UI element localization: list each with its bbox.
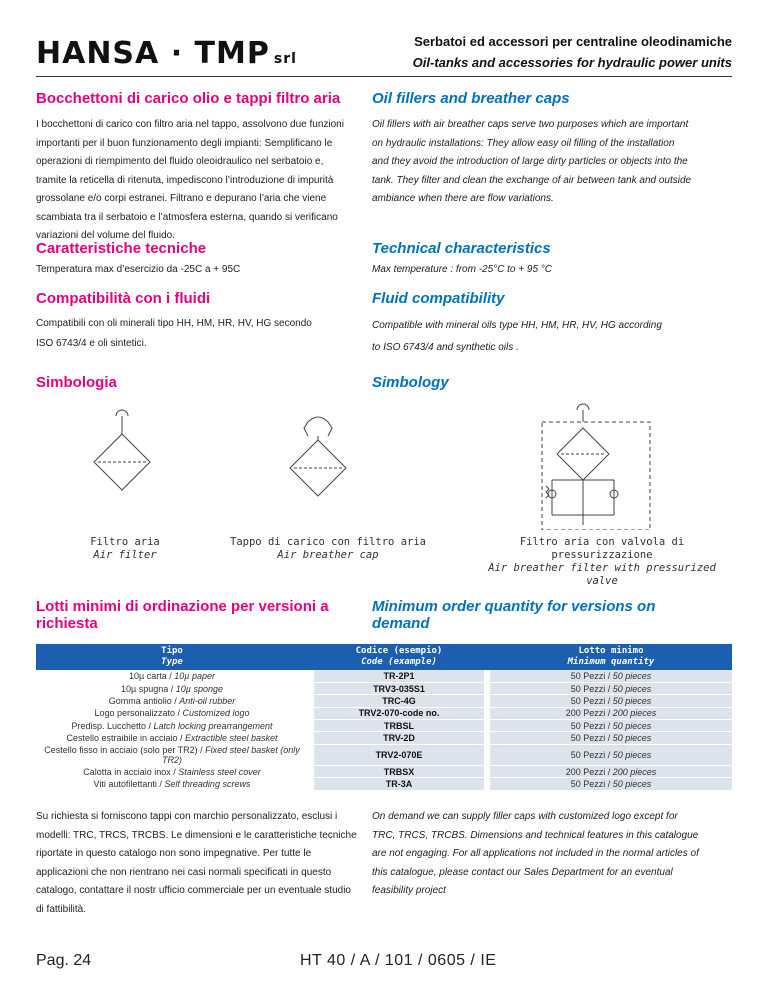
intro-title-it: Bocchettoni di carico olio e tappi filtro aria <box>36 90 341 107</box>
header-type: Tipo Type <box>36 644 308 670</box>
cell-type: Calotta in acciaio inox / Stainless steel cover <box>36 765 308 777</box>
cell-type: Predisp. Lucchetto / Latch locking prearrangement <box>36 720 308 732</box>
fluid-text-it-2: ISO 6743/4 e oli sintetici. <box>36 337 147 349</box>
fluid-it <box>36 290 356 353</box>
cell-code: TR-2P1 <box>314 670 484 682</box>
header-code: Codice (esempio) Code (example) <box>314 644 484 670</box>
min-order-table <box>36 644 732 791</box>
symbols-title-en: Simbology <box>372 374 449 391</box>
cell-code: TRBSL <box>314 720 484 732</box>
intro-text-en: Oil fillers with air breather caps serve two purposes which are important on hydraulic installations: They allow easy oil filling of the installation and they avoid the introduction of large dirty particles or objects into the tank. They filter and clean the exchange of air between tank and outside ambiance when there are flow variations. <box>372 119 692 204</box>
fluid-title-en: Fluid compatibility <box>372 290 505 307</box>
page-number: Pag. 24 <box>36 952 92 969</box>
table-row <box>36 682 732 694</box>
intro-it <box>36 90 356 246</box>
fluid-text-en-1: Compatible with mineral oils type HH, HM, HR, HV, HG according <box>372 320 662 331</box>
cell-type: Logo personalizzato / Customized logo <box>36 707 308 719</box>
table-row <box>36 778 732 790</box>
table-row <box>36 670 732 682</box>
table-row <box>36 720 732 732</box>
cell-type: 10µ spugna / 10µ sponge <box>36 682 308 694</box>
cell-code: TR-3A <box>314 778 484 790</box>
cell-type: Viti autofilettanti / Self threading screws <box>36 778 308 790</box>
symbol-label-2: Tappo di carico con filtro aria Air breather cap <box>230 536 426 561</box>
table-header-row <box>36 644 732 670</box>
lots-title-it: Lotti minimi di ordinazione per versioni a richiesta <box>36 598 329 632</box>
cell-qty: 50 Pezzi / 50 pieces <box>490 682 732 694</box>
header-divider <box>36 76 732 77</box>
cell-type: Cestello fisso in acciaio (solo per TR2) / Fixed steel basket (only TR2) <box>36 744 308 765</box>
notes-it: Su richiesta si forniscono tappi con marchio personalizzato, esclusi i modelli: TRC, TRCS, TRCBS. Le dimensioni e le caratteristiche tecniche riportate in questo catalogo non sono impegnative. Per tutte le applicazioni che non rientrano nei casi normali specificati in questo catalogo, contattare il nostr ufficio commerciale per un eventuale studio di fattibilità. <box>36 811 357 915</box>
header-qty: Lotto minimo Minimum quantity <box>490 644 732 670</box>
table-row <box>36 732 732 744</box>
header-subtitle-en: Oil-tanks and accessories for hydraulic power units <box>412 55 732 70</box>
cell-qty: 200 Pezzi / 200 pieces <box>490 707 732 719</box>
table-row <box>36 707 732 719</box>
breather-valve-symbol <box>542 404 650 530</box>
lots-title-en: Minimum order quantity for versions on demand <box>372 598 656 632</box>
fluid-title-it: Compatibilità con i fluidi <box>36 290 211 307</box>
tech-title-it: Caratteristiche tecniche <box>36 240 207 257</box>
tech-title-en: Technical characteristics <box>372 240 551 257</box>
cell-type: 10µ carta / 10µ paper <box>36 670 308 682</box>
company-logo: HANSA · TMP srl <box>36 36 297 71</box>
cell-type: Cestello estraibile in acciaio / Extractible steel basket <box>36 732 308 744</box>
table-row <box>36 695 732 707</box>
header-subtitles <box>413 34 732 70</box>
tech-text-en: Max temperature : from -25°C to + 95 °C <box>372 264 553 275</box>
cell-code: TRBSX <box>314 765 484 777</box>
cell-code: TRV-2D <box>314 732 484 744</box>
cell-qty: 50 Pezzi / 50 pieces <box>490 695 732 707</box>
cell-type: Gomma antiolio / Anti-oil rubber <box>36 695 308 707</box>
cell-qty: 50 Pezzi / 50 pieces <box>490 670 732 682</box>
cell-qty: 50 Pezzi / 50 pieces <box>490 720 732 732</box>
fluid-en <box>372 290 702 357</box>
cell-qty: 50 Pezzi / 50 pieces <box>490 732 732 744</box>
cell-code: TRC-4G <box>314 695 484 707</box>
cell-code: TRV2-070-code no. <box>314 707 484 719</box>
tech-en <box>372 240 692 280</box>
cell-qty: 200 Pezzi / 200 pieces <box>490 765 732 777</box>
header-subtitle-it: Serbatoi ed accessori per centraline oleodinamiche <box>414 34 732 49</box>
table-row <box>36 744 732 765</box>
breather-cap-symbol <box>290 417 346 496</box>
symbol-label-1: Filtro aria Air filter <box>90 536 160 561</box>
cell-code: TRV3-035S1 <box>314 682 484 694</box>
air-filter-symbol <box>94 410 150 490</box>
fluid-text-it-1: Compatibili con oli minerali tipo HH, HM, HR, HV, HG secondo <box>36 318 312 329</box>
fluid-text-en-2: to ISO 6743/4 and synthetic oils . <box>372 341 519 353</box>
tech-text-it: Temperatura max d’esercizio da -25C a + 95C <box>36 264 241 275</box>
page-header <box>36 28 732 78</box>
symbol-label-3: Filtro aria con valvola di pressurizzazione Air breather filter with pressurized valve <box>488 536 716 587</box>
cell-code: TRV2-070E <box>314 744 484 765</box>
table-row <box>36 765 732 777</box>
intro-en <box>372 90 692 209</box>
cell-qty: 50 Pezzi / 50 pieces <box>490 778 732 790</box>
notes-en: On demand we can supply filler caps with customized logo except for TRC, TRCS, TRCBS. Dimensions and technical features in this catalogue are not engaging. For all applications not included in the normal articles of this catalogue, please contact our Sales Department for an eventual feasibility project <box>372 811 699 896</box>
hydraulic-symbols <box>0 400 768 530</box>
intro-title-en: Oil fillers and breather caps <box>372 90 570 107</box>
symbols-title-it: Simbologia <box>36 374 117 391</box>
document-code: HT 40 / A / 101 / 0605 / IE <box>300 952 497 969</box>
cell-qty: 50 Pezzi / 50 pieces <box>490 744 732 765</box>
intro-text-it: I bocchettoni di carico con filtro aria nel tappo, assolvono due funzioni importanti per il buon funzionamento degli impianti: Semplificano le operazioni di riempimento del fluido oleoidraulico nel serbatoio e, tramite la reticella di ritenuta, impediscono l’introduzione di impurità grossolane e/o corpi estranei. Filtrano e depurano l’aria che viene scambiata tra il serbatoio e l’atmosfera esterna, quando si verificano variazioni del volume del fluido. <box>36 119 344 241</box>
tech-it <box>36 240 356 280</box>
